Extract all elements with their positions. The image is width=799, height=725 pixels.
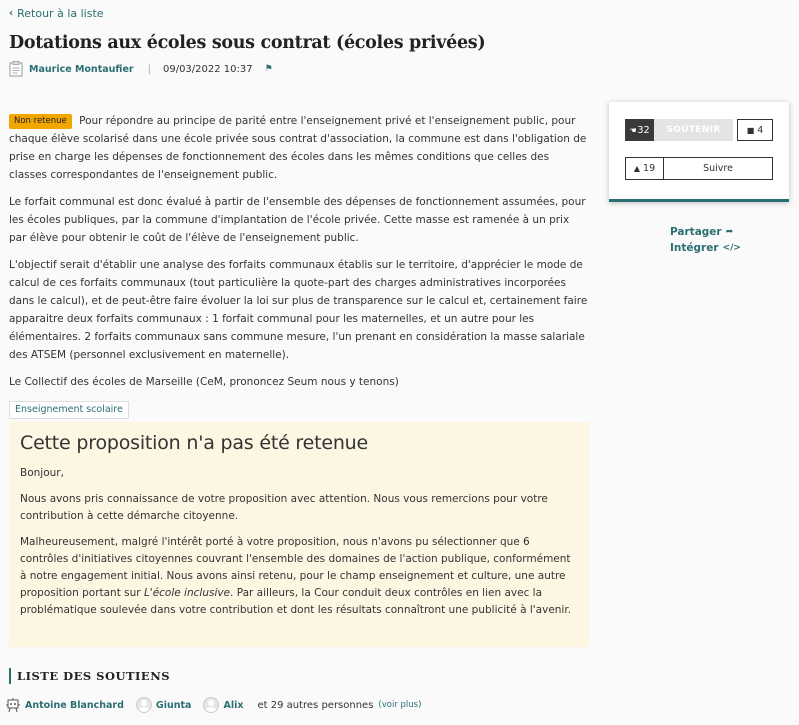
- followers-count: [626, 158, 664, 179]
- back-link-label: Retour à la liste: [17, 7, 104, 20]
- share-link[interactable]: [670, 224, 741, 240]
- embed-label: Intégrer: [670, 242, 719, 254]
- supporter-item[interactable]: [136, 697, 192, 713]
- proposal-paragraph-4: Le Collectif des écoles de Marseille (CeM, prononcez Seum nous y tenons): [9, 376, 399, 388]
- user-avatar-icon: [136, 697, 152, 713]
- author-link[interactable]: Maurice Montaufier: [29, 63, 134, 75]
- supports-heading: LISTE DES SOUTIENS: [9, 668, 170, 684]
- follow-row: [625, 157, 773, 180]
- proposal-paragraph-2: Le forfait communal est donc évalué à partir de l'ensemble des dépenses de fonctionnement assumées, pour les écoles publiques, par la commune d'implantation de l'école privée. Cette masse est ramenée à un prix par élève pour obtenir le coût de l'élève de l'enseignement public.: [9, 196, 586, 244]
- support-row: [625, 119, 733, 141]
- answer-paragraph-2-part-a: Malheureusement, malgré l'intérêt porté à votre proposition, nous n'avons pu sélectionner que 6 contrôles d'initiatives citoyennes couvrant l'ensemble des domaines de l'action publique, conformément à notre engagement initial. Nous avons ainsi retenu, pour le champ enseignement et culture, une autre proposition portant sur: [20, 536, 571, 599]
- robot-avatar-icon: [5, 697, 21, 713]
- support-card: [609, 102, 789, 202]
- follow-button[interactable]: Suivre: [664, 158, 772, 179]
- back-to-list-link[interactable]: [9, 7, 104, 20]
- embed-link[interactable]: [670, 240, 741, 256]
- proposal-paragraph-3: L'objectif serait d'établir une analyse des forfaits communaux établis sur le territoire, d'apprécier le mode de calcul de ces forfaits communaux (tout particulière la quote-part des charges administratives incorporées dans le calcul), et de peut-être faire évoluer la loi sur plus de transparence sur le calcul et, certainement faire apparaitre deux forfaits communaux : 1 forfait communal pour les maternelles, et un autre pour les élémentaires. 2 forfaits communaux sans commune mesure, l'un prenant en considération la masse salariale des ATSEM (personnel exclusivement en maternelle).: [9, 259, 588, 361]
- supporter-name: Alix: [223, 699, 244, 711]
- meta-separator: |: [147, 63, 151, 75]
- official-answer-box: [9, 422, 589, 647]
- support-hand-icon: ☚: [629, 125, 637, 135]
- answer-paragraph-2-emphasis: L'école inclusive: [143, 587, 231, 599]
- comment-icon: ■: [746, 125, 755, 135]
- page-title: Dotations aux écoles sous contrat (écoles privées): [9, 33, 486, 53]
- proposal-body: [9, 112, 589, 419]
- chevron-left-icon: ‹: [9, 8, 14, 19]
- status-badge: Non retenue: [9, 114, 72, 129]
- supporter-item[interactable]: [5, 697, 124, 713]
- support-button[interactable]: SOUTENIR: [654, 119, 733, 141]
- see-more-link[interactable]: (voir plus): [378, 700, 422, 710]
- comments-count: 4: [757, 124, 764, 136]
- share-links: [670, 224, 741, 256]
- bell-icon: ▲: [633, 164, 641, 173]
- answer-paragraph-2-part-b: . Par ailleurs, la Cour conduit deux contrôles en lien avec la problématique soulevée dans votre contribution et dont les résultats connaîtront une publicité à l'avenir.: [20, 587, 572, 616]
- answer-paragraph-2: [20, 534, 578, 619]
- supporter-name: Giunta: [155, 699, 192, 711]
- answer-heading: Cette proposition n'a pas été retenue: [20, 432, 369, 454]
- comments-button[interactable]: [737, 119, 773, 141]
- category-tag[interactable]: Enseignement scolaire: [9, 401, 129, 419]
- proposal-paragraph-1: [9, 112, 589, 184]
- answer-greeting: Bonjour,: [20, 467, 64, 479]
- support-count-value: 32: [637, 124, 650, 136]
- report-flag-icon[interactable]: ⚑: [264, 64, 273, 74]
- proposal-date: 09/03/2022 10:37: [162, 63, 253, 75]
- proposal-meta: [9, 60, 273, 78]
- answer-paragraph-1: Nous avons pris connaissance de votre proposition avec attention. Nous vous remercions pour votre contribution à cette démarche citoyenne.: [20, 493, 548, 522]
- supporter-name: Antoine Blanchard: [25, 699, 124, 711]
- supporters-list: [5, 696, 421, 714]
- share-arrow-icon: ➦: [725, 227, 734, 237]
- code-icon: </>: [722, 243, 741, 253]
- proposal-paragraph-1-text: Pour répondre au principe de parité entre l'enseignement privé et l'enseignement public, pour chaque élève scolarisé dans une école privée sous contrat d'association, la commune est dans l'obligation de prise en charge les dépenses de fonctionnement des écoles dans les mêmes conditions que celles des classes correspondantes de l'enseignement public.: [9, 115, 587, 181]
- followers-count-value: 19: [643, 163, 656, 174]
- author-avatar-icon: [9, 61, 23, 77]
- support-count: [625, 119, 654, 141]
- user-avatar-icon: [203, 697, 219, 713]
- other-supporters-text: et 29 autres personnes: [257, 699, 374, 711]
- share-label: Partager: [670, 226, 722, 238]
- supporter-item[interactable]: [203, 697, 243, 713]
